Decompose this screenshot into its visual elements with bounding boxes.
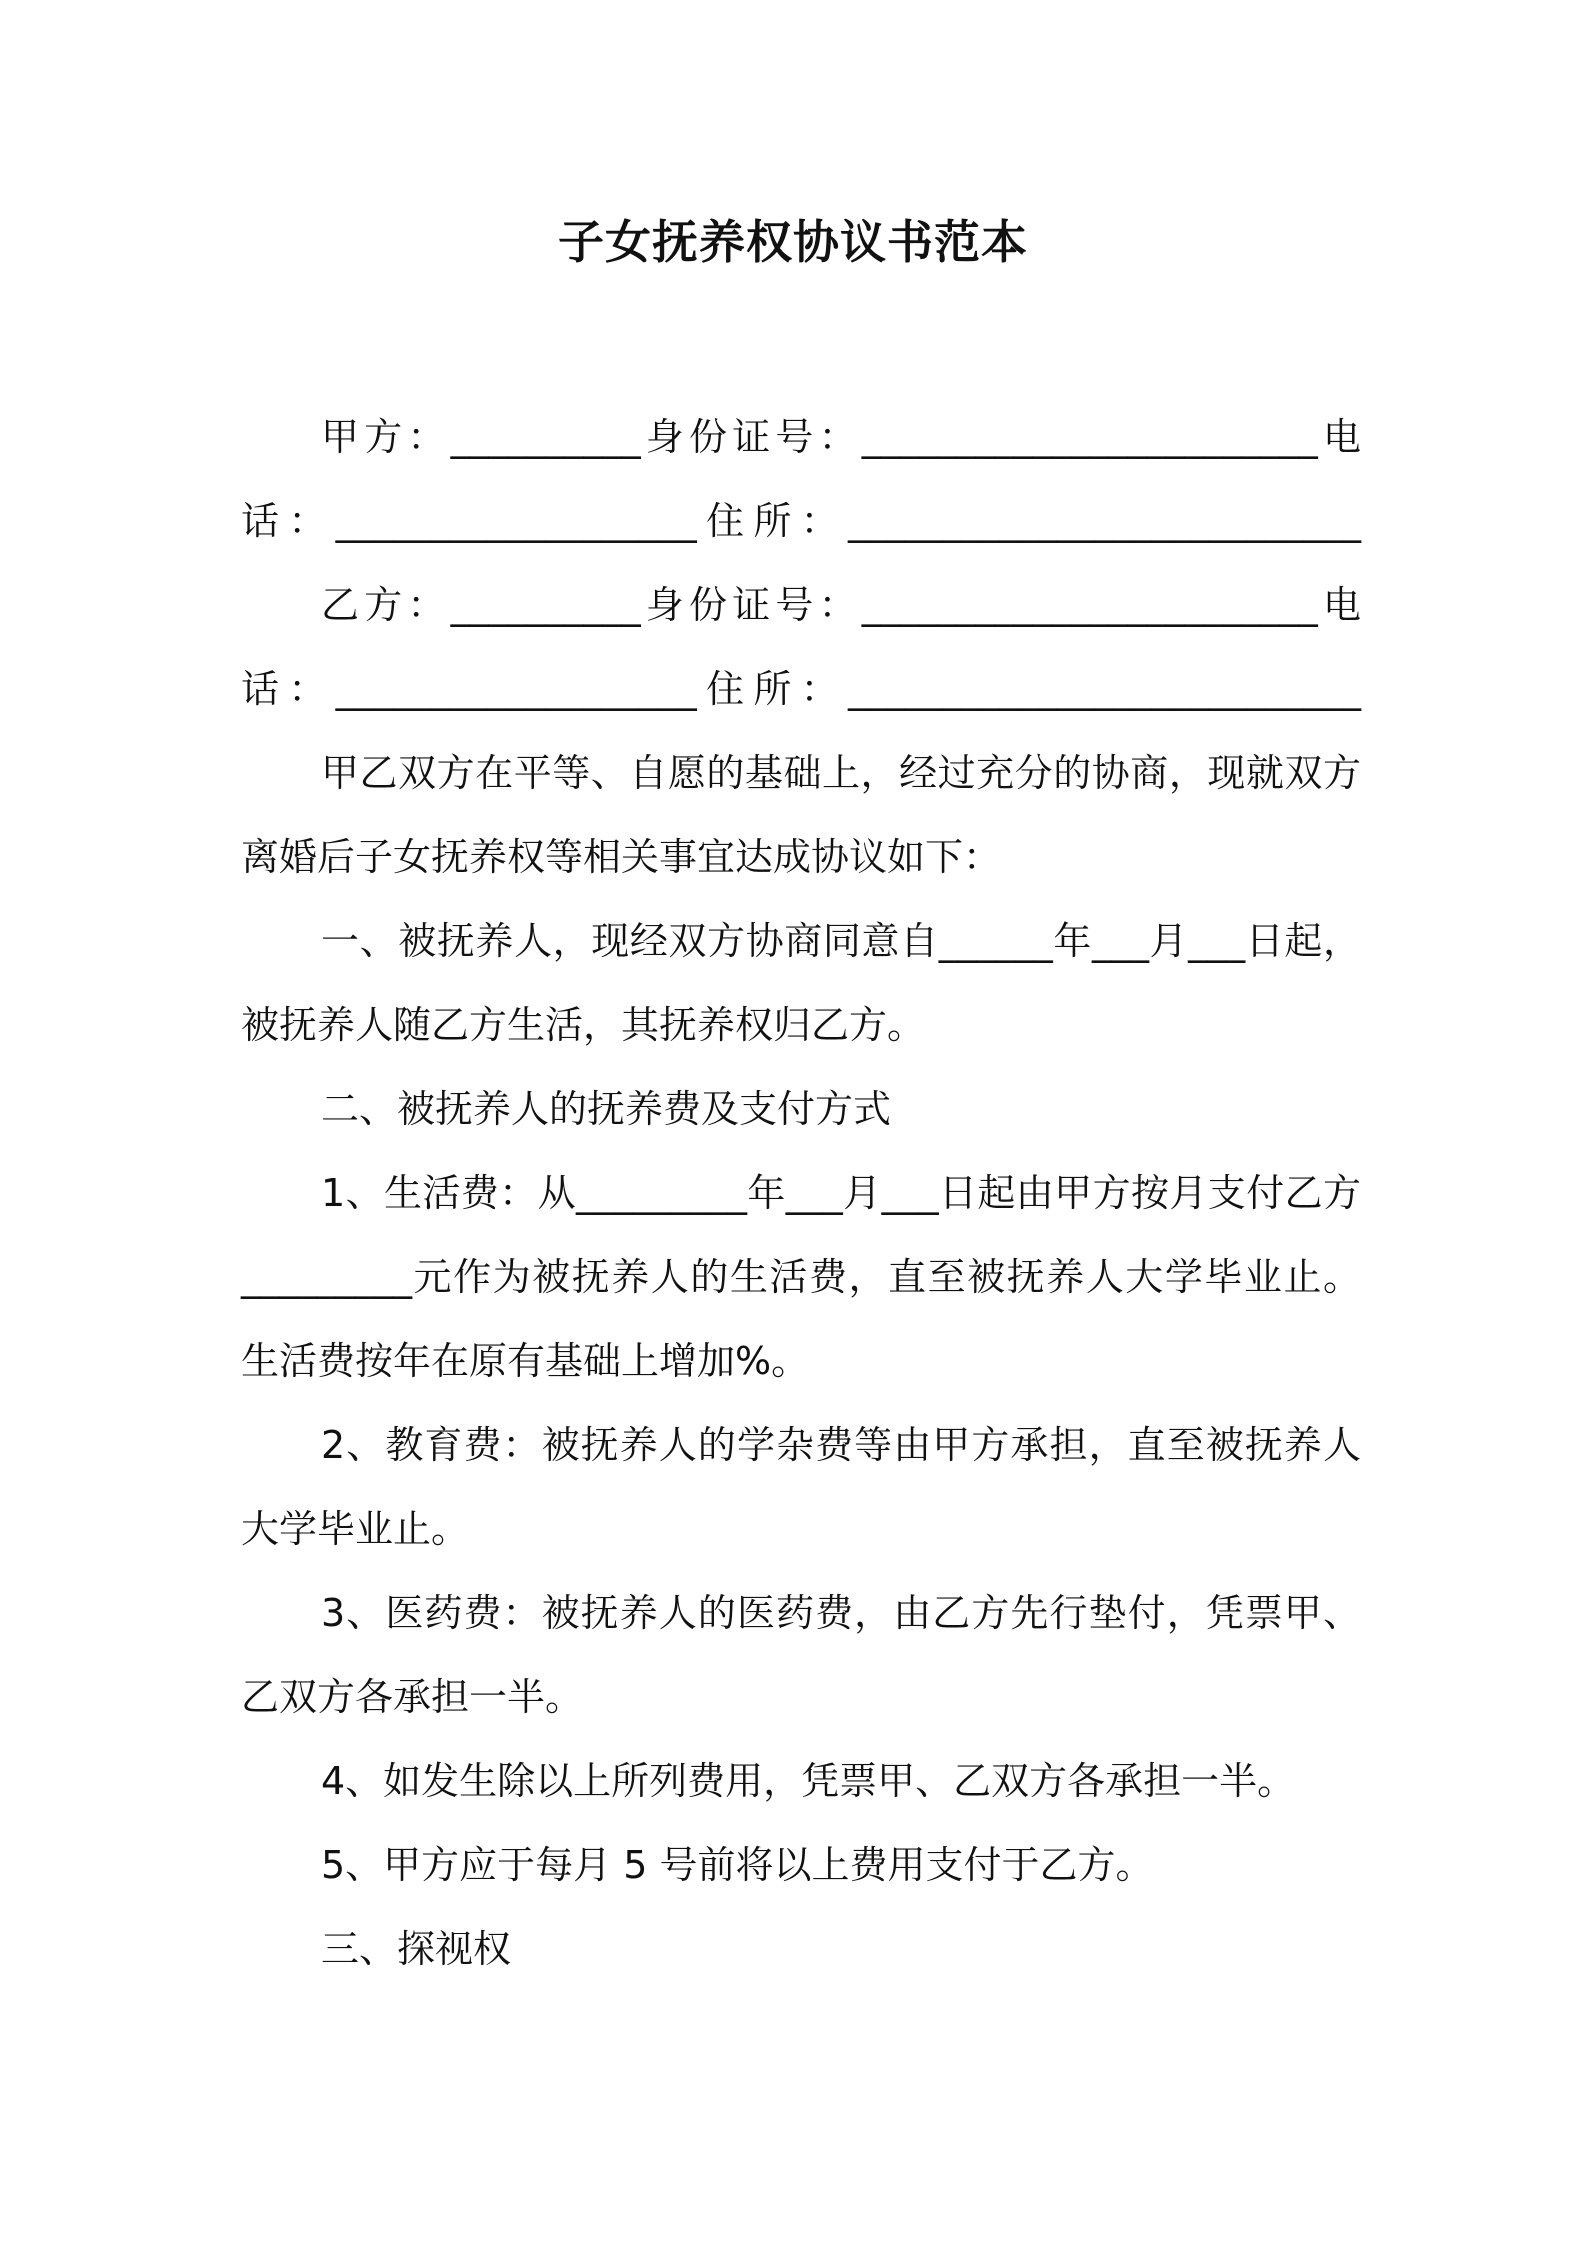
clause-3-heading: 三、探视权 bbox=[321, 1927, 512, 1971]
party-a-info: 甲方：__________身份证号：________________________电话：___________________住所：___________________________ bbox=[241, 415, 1361, 543]
intro-paragraph: 甲乙双方在平等、自愿的基础上，经过充分的协商，现就双方离婚后子女抚养权等相关事宜达成协议如下： bbox=[241, 751, 1361, 879]
clause-2-1-living-expenses: 1、生活费：从_________年___月___日起由甲方按月支付乙方_________元作为被抚养人的生活费，直至被抚养人大学毕业止。生活费按年在原有基础上增加%。 bbox=[241, 1171, 1361, 1383]
document-body bbox=[241, 395, 1361, 1991]
clause-2-2-education: 2、教育费：被抚养人的学杂费等由甲方承担，直至被抚养人大学毕业止。 bbox=[241, 1423, 1361, 1551]
document-title: 子女抚养权协议书范本 bbox=[558, 215, 1028, 269]
clause-2-4-other-expenses: 4、如发生除以上所列费用，凭票甲、乙双方各承担一半。 bbox=[321, 1759, 1296, 1803]
clause-1-custody: 一、被抚养人，现经双方协商同意自______年___月___日起，被抚养人随乙方生活，其抚养权归乙方。 bbox=[241, 919, 1361, 1047]
clause-2-3-medical: 3、医药费：被抚养人的医药费，由乙方先行垫付，凭票甲、乙双方各承担一半。 bbox=[241, 1591, 1361, 1719]
party-b-info: 乙方：__________身份证号：________________________电话：___________________住所：___________________________ bbox=[241, 583, 1361, 711]
clause-2-5-payment-date: 5、甲方应于每月 5 号前将以上费用支付于乙方。 bbox=[321, 1843, 1154, 1887]
clause-2-heading: 二、被抚养人的抚养费及支付方式 bbox=[321, 1087, 892, 1131]
